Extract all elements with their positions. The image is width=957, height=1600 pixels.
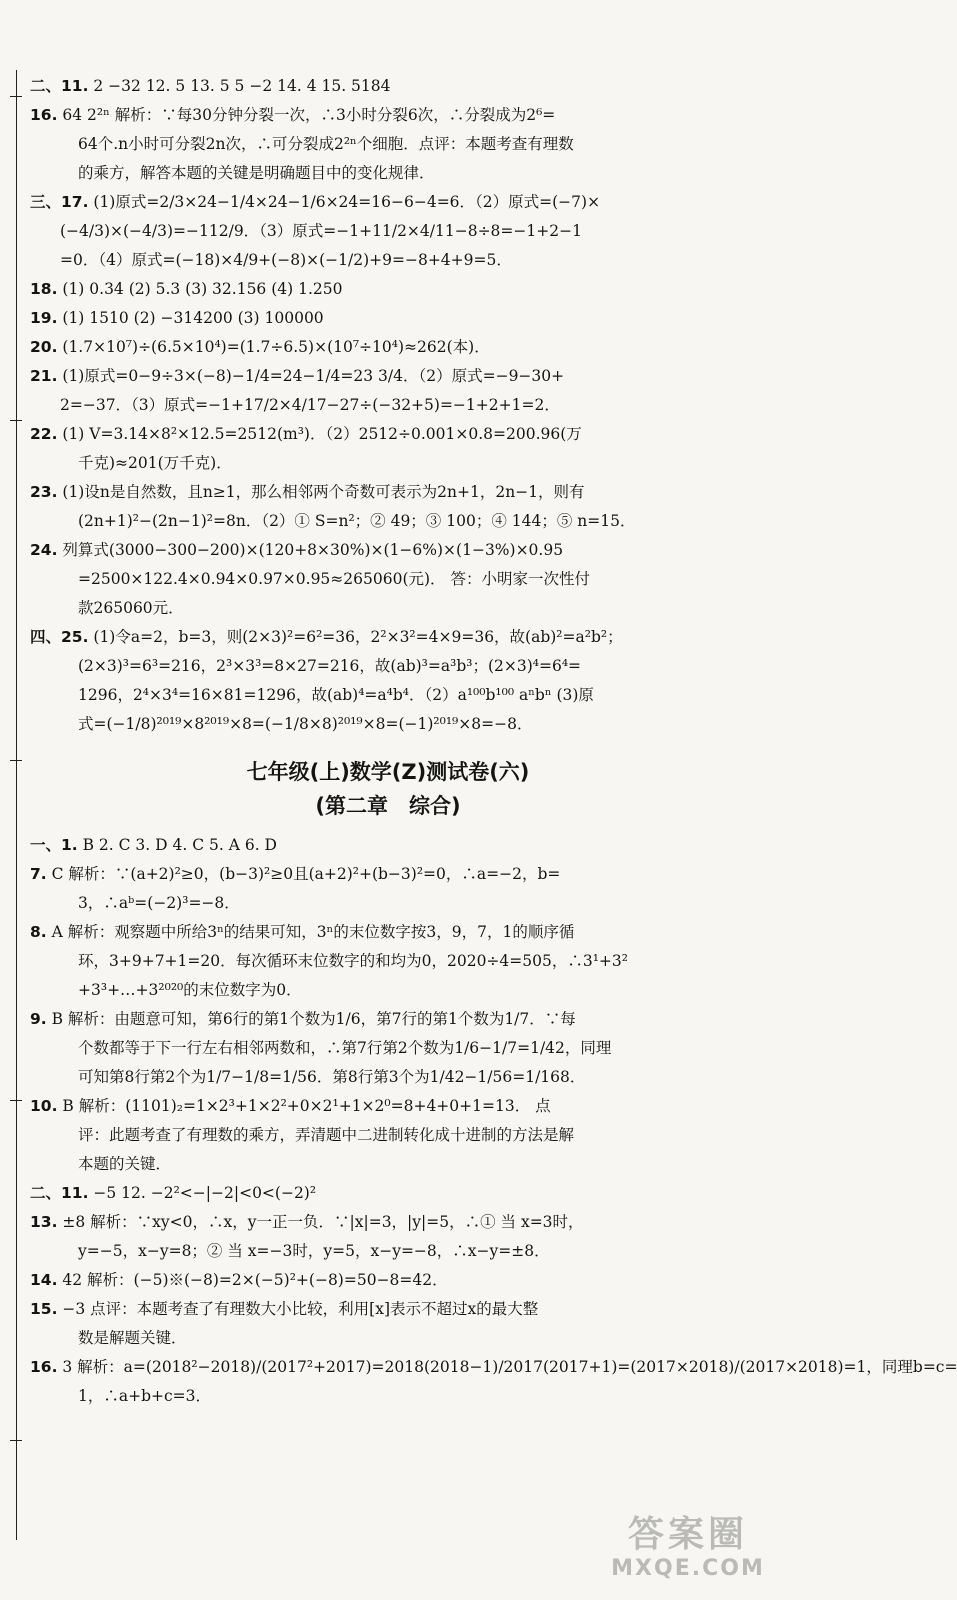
binding-tick bbox=[10, 1100, 22, 1101]
watermark-url-text: MXQE.COM bbox=[611, 1556, 765, 1581]
test-title: 七年级(上)数学(Z)测试卷(六) bbox=[246, 760, 530, 784]
question-number: 16. bbox=[30, 106, 58, 124]
question-number: 一、1. bbox=[30, 836, 78, 854]
answer-text: B 2. C 3. D 4. C 5. A 6. D bbox=[77, 836, 277, 854]
answer-line bbox=[30, 1121, 746, 1150]
answer-text: 42 解析：(−5)※(−8)=2×(−5)²+(−8)=50−8=42． bbox=[57, 1271, 448, 1289]
answer-line bbox=[30, 130, 746, 159]
binding-tick bbox=[10, 760, 22, 761]
answer-line bbox=[30, 1179, 746, 1208]
question-number: 15. bbox=[30, 1300, 58, 1318]
answer-text: 1，∴a+b+c=3． bbox=[78, 1387, 212, 1405]
test-subtitle: (第二章 综合) bbox=[315, 794, 461, 818]
answer-text: (1)设n是自然数，且n≥1，那么相邻两个奇数可表示为2n+1，2n−1，则有 bbox=[57, 483, 585, 501]
answer-text: 1296，2⁴×3⁴=16×81=1296，故(ab)⁴=a⁴b⁴．（2）a¹⁰⁰b¹⁰⁰ aⁿbⁿ (3)原 bbox=[78, 686, 594, 704]
question-number: 22. bbox=[30, 425, 58, 443]
answer-section-2 bbox=[30, 831, 957, 1411]
answer-line bbox=[30, 1034, 746, 1063]
answer-line bbox=[30, 1005, 746, 1034]
answer-text: 可知第8行第2个为1/7−1/8=1/56．第8行第3个为1/42−1/56=1/168． bbox=[78, 1068, 586, 1086]
answer-text: =0．（4）原式=(−18)×4/9+(−8)×(−1/2)+9=−8+4+9=5． bbox=[60, 251, 512, 269]
answer-text: A 解析：观察题中所给3ⁿ的结果可知，3ⁿ的末位数字按3，9，7，1的顺序循 bbox=[46, 923, 575, 941]
answer-text: B 解析：(1101)₂=1×2³+1×2²+0×2¹+1×2⁰=8+4+0+1=13． 点 bbox=[57, 1097, 551, 1115]
answer-text: +3³+…+3²⁰²⁰的末位数字为0． bbox=[78, 981, 302, 999]
answer-line bbox=[30, 1237, 746, 1266]
answer-line bbox=[30, 1353, 957, 1382]
answer-text: −3 点评：本题考查了有理数大小比较，利用[x]表示不超过x的最大整 bbox=[57, 1300, 539, 1318]
answer-text: 个数都等于下一行左右相邻两数和，∴第7行第2个数为1/6−1/7=1/42，同理 bbox=[78, 1039, 612, 1057]
answer-text: (−4/3)×(−4/3)=−112/9．（3）原式=−1+11/2×4/11−8÷8=−1+2−1 bbox=[60, 222, 582, 240]
answer-line bbox=[30, 710, 746, 739]
answer-text: (1)令a=2，b=3，则(2×3)²=6²=36，2²×3²=4×9=36，故(ab)²=a²b²； bbox=[88, 628, 623, 646]
answer-text: 64 2²ⁿ 解析：∵每30分钟分裂一次，∴3小时分裂6次，∴分裂成为2⁶= bbox=[57, 106, 556, 124]
answer-text: (1.7×10⁷)÷(6.5×10⁴)=(1.7÷6.5)×(10⁷÷10⁴)≈262(本)． bbox=[57, 338, 490, 356]
answer-line bbox=[30, 1092, 746, 1121]
answer-line bbox=[30, 594, 746, 623]
answer-line bbox=[30, 536, 746, 565]
answer-line bbox=[30, 1208, 746, 1237]
question-number: 四、25. bbox=[30, 628, 89, 646]
answer-text: 环，3+9+7+1=20．每次循环末位数字的和均为0，2020÷4=505，∴3¹+3² bbox=[78, 952, 628, 970]
answer-line bbox=[30, 1266, 746, 1295]
binding-tick bbox=[10, 96, 22, 97]
answer-text: =2500×122.4×0.94×0.97×0.95≈265060(元)． 答：小明家一次性付 bbox=[78, 570, 590, 588]
answer-line bbox=[30, 976, 746, 1005]
answer-text: (1) 1510 (2) −314200 (3) 100000 bbox=[57, 309, 324, 327]
answer-line bbox=[30, 159, 746, 188]
binding-line bbox=[16, 70, 17, 1540]
answer-line bbox=[30, 623, 746, 652]
answer-line bbox=[30, 101, 746, 130]
answer-text: B 解析：由题意可知，第6行的第1个数为1/6，第7行的第1个数为1/7．∵每 bbox=[46, 1010, 576, 1028]
answer-text: 64个.n小时可分裂2n次，∴可分裂成2²ⁿ个细胞．点评：本题考查有理数 bbox=[78, 135, 574, 153]
answer-line bbox=[30, 478, 746, 507]
answer-text: (2n+1)²−(2n−1)²=8n．（2）① S=n²；② 49；③ 100；④ 144；⑤ n=15． bbox=[78, 512, 636, 530]
question-number: 16. bbox=[30, 1358, 58, 1376]
answer-text: 款265060元． bbox=[78, 599, 184, 617]
answer-line bbox=[30, 1382, 746, 1411]
site-watermark bbox=[603, 1514, 773, 1588]
answer-text: 千克)≈201(万千克)． bbox=[78, 454, 232, 472]
watermark-logo-text: 答案圈 bbox=[627, 1514, 748, 1555]
answer-text: ±8 解析：∵xy<0，∴x，y一正一负．∵|x|=3，|y|=5，∴① 当 x=3时， bbox=[57, 1213, 584, 1231]
answer-text: 的乘方，解答本题的关键是明确题目中的变化规律． bbox=[78, 164, 435, 182]
answer-line bbox=[30, 420, 746, 449]
answer-line bbox=[30, 246, 746, 275]
answer-line bbox=[30, 217, 746, 246]
answer-text: (2×3)³=6³=216，2³×3³=8×27=216，故(ab)³=a³b³；(2×3)⁴=6⁴= bbox=[78, 657, 582, 675]
answer-text: 列算式(3000−300−200)×(120+8×30%)×(1−6%)×(1−3%)×0.95 bbox=[57, 541, 564, 559]
answer-line bbox=[30, 362, 746, 391]
answer-text: 3 解析：a=(2018²−2018)/(2017²+2017)=2018(2018−1)/2017(2017+1)=(2017×2018)/(2017×2018)=1，同理b=c= bbox=[57, 1358, 957, 1376]
answer-text: 3，∴aᵇ=(−2)³=−8． bbox=[78, 894, 240, 912]
answer-line bbox=[30, 1324, 746, 1353]
answer-text: C 解析：∵(a+2)²≥0，(b−3)²≥0且(a+2)²+(b−3)²=0，∴a=−2，b= bbox=[46, 865, 561, 883]
answer-line bbox=[30, 304, 746, 333]
question-number: 三、17. bbox=[30, 193, 89, 211]
question-number: 20. bbox=[30, 338, 58, 356]
question-number: 二、11. bbox=[30, 1184, 89, 1202]
answer-line bbox=[30, 860, 746, 889]
answer-line bbox=[30, 1295, 746, 1324]
answer-line bbox=[30, 275, 746, 304]
question-number: 19. bbox=[30, 309, 58, 327]
answer-text: 2=−37．（3）原式=−1+17/2×4/17−27÷(−32+5)=−1+2+1=2． bbox=[60, 396, 560, 414]
question-number: 23. bbox=[30, 483, 58, 501]
answer-line bbox=[30, 188, 746, 217]
answer-line bbox=[30, 681, 746, 710]
answer-line bbox=[30, 333, 746, 362]
answer-content bbox=[30, 72, 957, 1411]
answer-line bbox=[30, 831, 746, 860]
question-number: 24. bbox=[30, 541, 58, 559]
answer-line bbox=[30, 1063, 746, 1092]
question-number: 21. bbox=[30, 367, 58, 385]
answer-text: 本题的关键． bbox=[78, 1155, 172, 1173]
answer-text: (1)原式=2/3×24−1/4×24−1/6×24=16−6−4=6．（2）原式=(−7)× bbox=[88, 193, 601, 211]
answer-line bbox=[30, 391, 746, 420]
answer-section-1 bbox=[30, 72, 746, 739]
answer-text: 数是解题关键． bbox=[78, 1329, 187, 1347]
answer-line bbox=[30, 507, 746, 536]
question-number: 8. bbox=[30, 923, 47, 941]
question-number: 14. bbox=[30, 1271, 58, 1289]
answer-line bbox=[30, 1150, 746, 1179]
question-number: 9. bbox=[30, 1010, 47, 1028]
answer-line bbox=[30, 889, 746, 918]
question-number: 10. bbox=[30, 1097, 58, 1115]
answer-text: 2 −32 12. 5 13. 5 5 −2 14. 4 15. 5184 bbox=[88, 77, 391, 95]
binding-tick bbox=[10, 420, 22, 421]
answer-text: (1) V=3.14×8²×12.5=2512(m³)．（2）2512÷0.001×0.8=200.96(万 bbox=[57, 425, 582, 443]
answer-text: (1) 0.34 (2) 5.3 (3) 32.156 (4) 1.250 bbox=[57, 280, 343, 298]
answer-line bbox=[30, 565, 746, 594]
answer-text: 评：此题考查了有理数的乘方，弄清题中二进制转化成十进制的方法是解 bbox=[78, 1126, 575, 1144]
answer-line bbox=[30, 72, 746, 101]
answer-line bbox=[30, 449, 746, 478]
binding-tick bbox=[10, 1440, 22, 1441]
answer-text: y=−5，x−y=8；② 当 x=−3时，y=5，x−y=−8，∴x−y=±8． bbox=[78, 1242, 550, 1260]
answer-line bbox=[30, 652, 746, 681]
answer-line bbox=[30, 918, 746, 947]
question-number: 7. bbox=[30, 865, 47, 883]
question-number: 二、11. bbox=[30, 77, 89, 95]
answer-text: −5 12. −2²<−|−2|<0<(−2)² bbox=[88, 1184, 317, 1202]
question-number: 18. bbox=[30, 280, 58, 298]
answer-line bbox=[30, 947, 746, 976]
answer-text: (1)原式=0−9÷3×(−8)−1/4=24−1/4=23 3/4．（2）原式=−9−30+ bbox=[57, 367, 565, 385]
answer-text: 式=(−1/8)²⁰¹⁹×8²⁰¹⁹×8=(−1/8×8)²⁰¹⁹×8=(−1)²⁰¹⁹×8=−8． bbox=[78, 715, 533, 733]
question-number: 13. bbox=[30, 1213, 58, 1231]
